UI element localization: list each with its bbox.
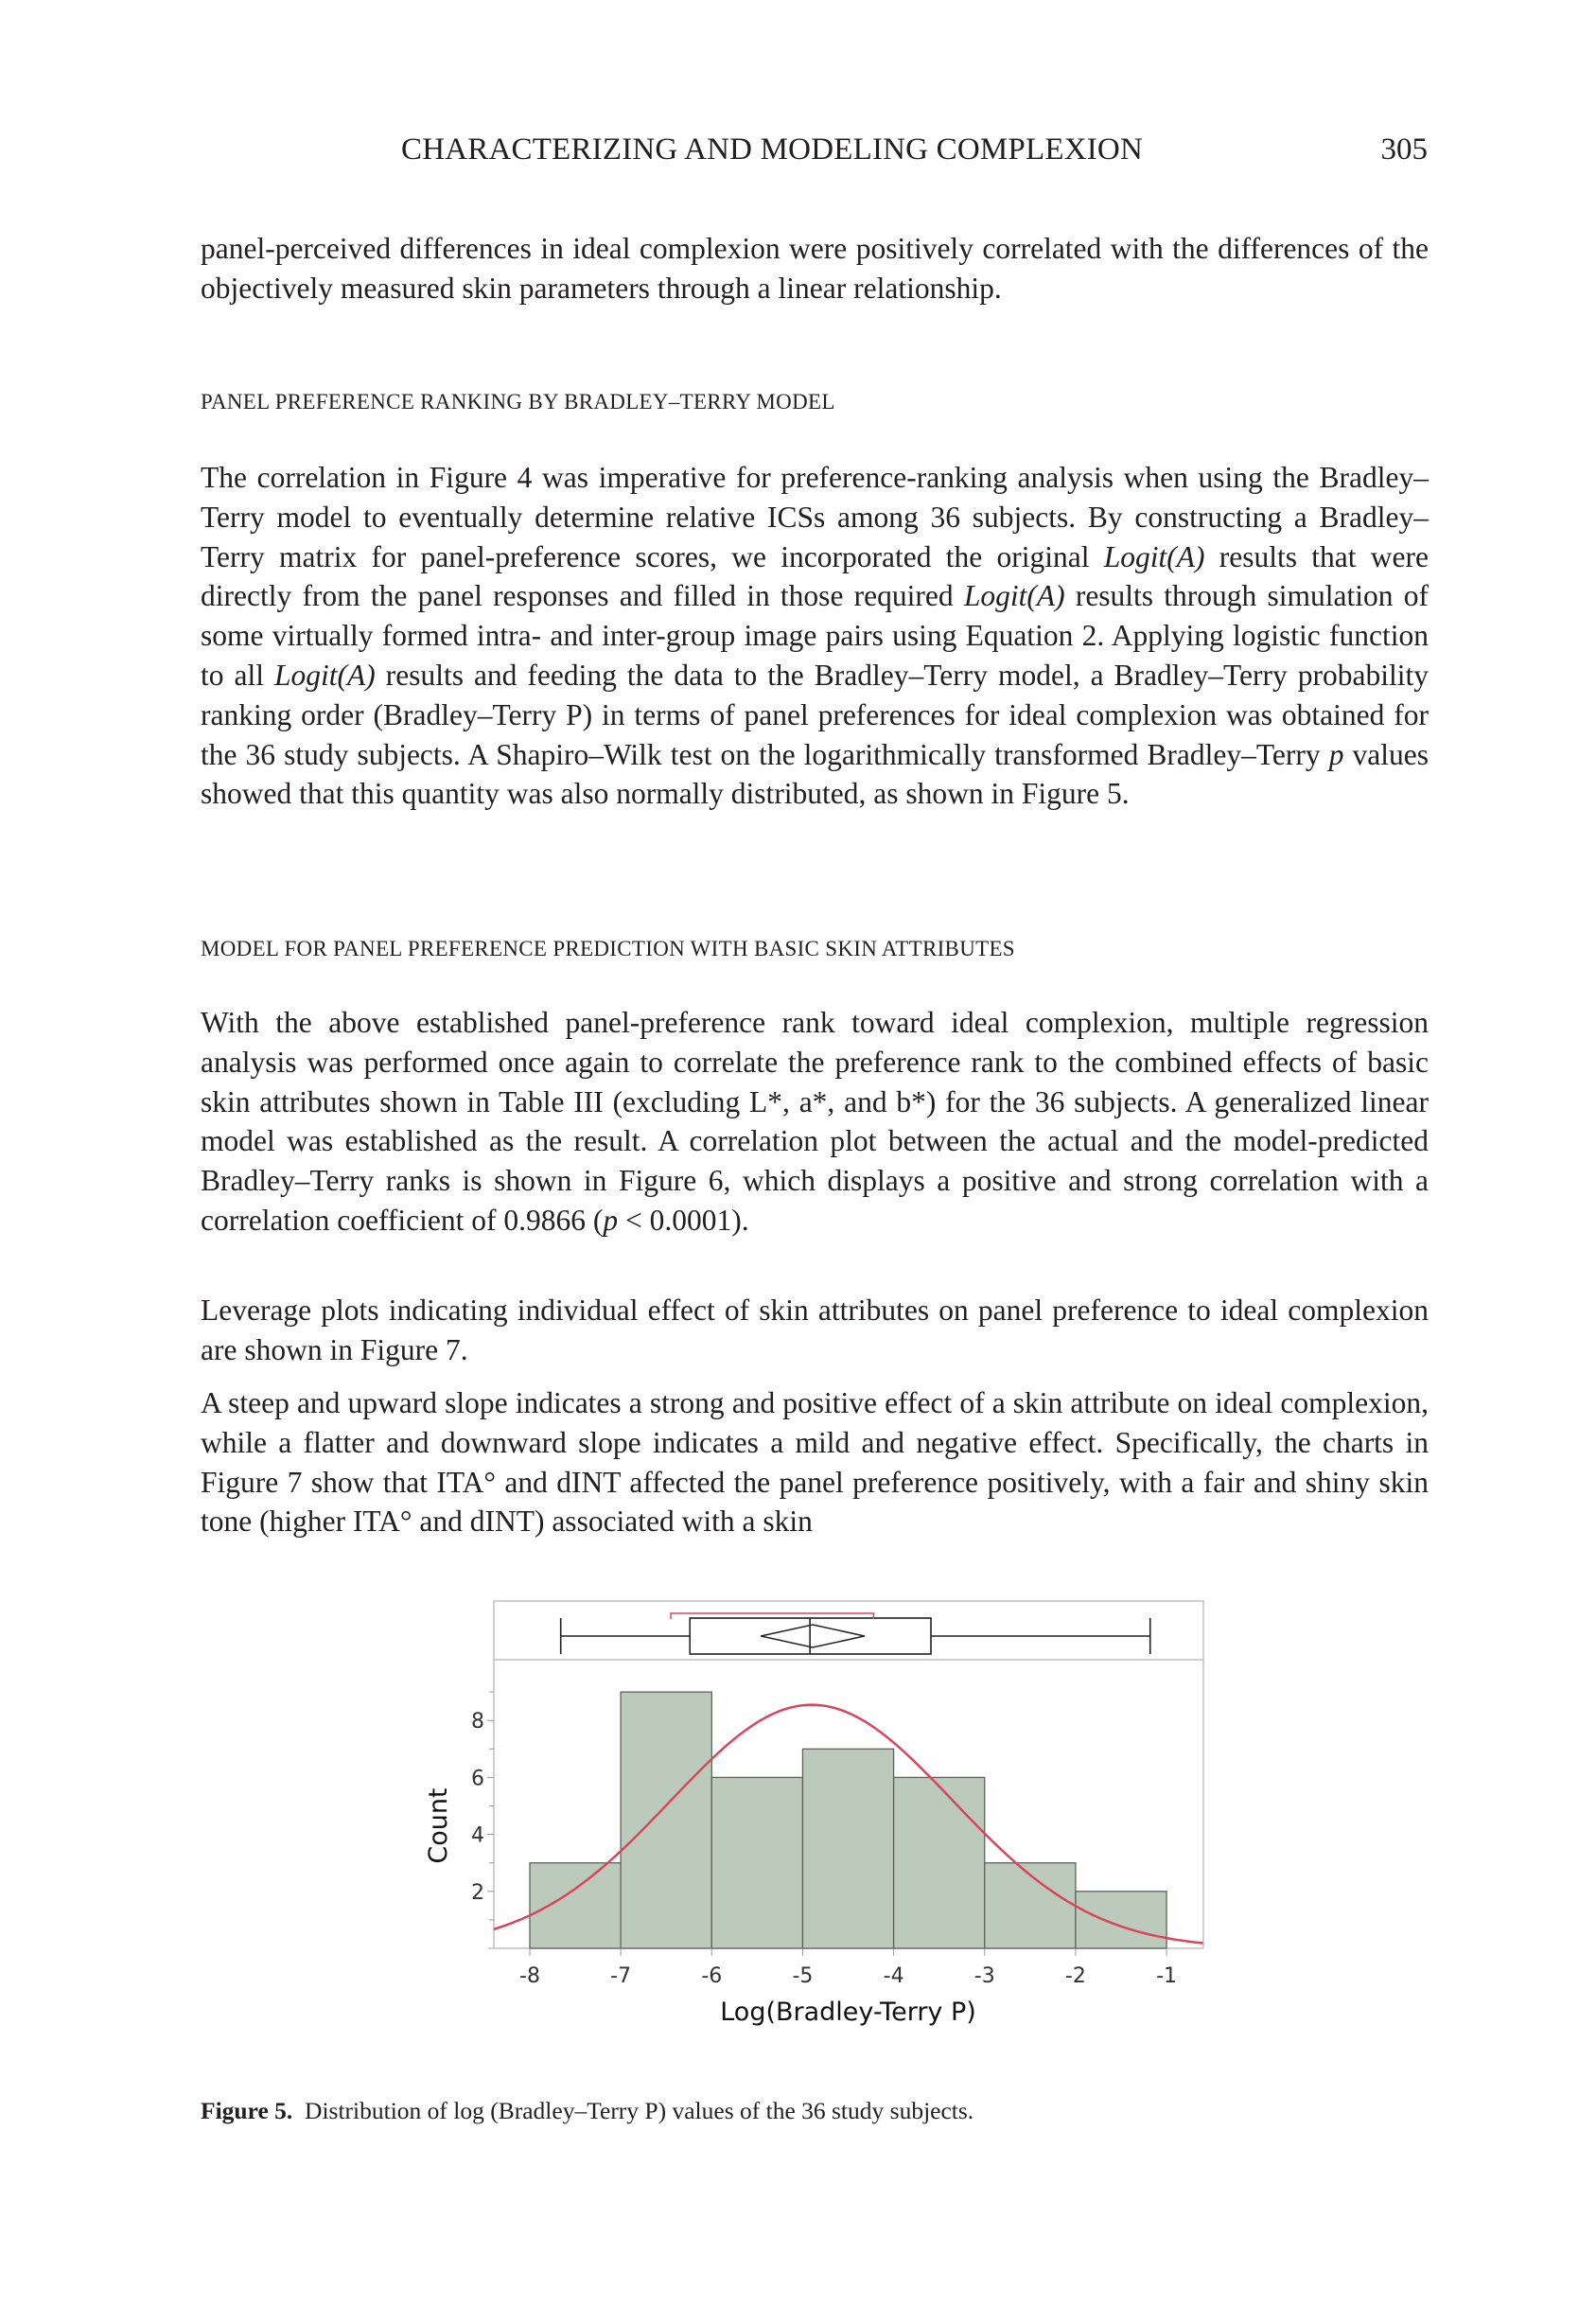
text-run: values showed that this quantity was also normally distributed, as shown in Figure 5. [201, 737, 1429, 811]
histogram-bar [530, 1863, 621, 1948]
paragraph-bradley-terry [201, 458, 1429, 814]
x-tick-label: -1 [1156, 1964, 1178, 1988]
y-axis-label: Count [424, 1787, 453, 1864]
section-heading-bradley-terry: PANEL PREFERENCE RANKING BY BRADLEY–TERRY MODEL [201, 390, 835, 414]
italic-term: Logit(A) [963, 579, 1065, 613]
x-tick-label: -4 [883, 1964, 904, 1988]
italic-term: Logit(A) [1103, 539, 1205, 573]
running-title: CHARACTERIZING AND MODELING COMPLEXION [401, 132, 1143, 167]
y-tick-label: 8 [471, 1710, 484, 1734]
y-tick-label: 4 [471, 1823, 484, 1848]
histogram-svg [397, 1590, 1249, 2063]
paragraph-continuation: panel-perceived differences in ideal complexion were positively correlated with the differences of the objectively measured skin parameters through a linear relationship. [201, 232, 1429, 305]
histogram-bar [711, 1777, 802, 1948]
page-number: 305 [1380, 132, 1428, 167]
figure-caption [201, 2097, 973, 2125]
text-run: results through simulation of some virtually formed intra- and inter-group image pairs using Equation 2. Applying logistic function to all [201, 579, 1429, 692]
italic-term: Logit(A) [273, 658, 376, 692]
histogram-bar [802, 1749, 893, 1948]
text-run: results and feeding the data to the Bradley–Terry model, a Bradley–Terry probability ranking order (Bradley–Terry P) in terms of panel preferences for ideal complexion was obtained for the 36 study subjects. A Shapiro–Wilk test on the logarithmically transformed Bradley–Terry [201, 658, 1429, 771]
x-tick-label: -8 [519, 1964, 540, 1988]
histogram-bar [1076, 1892, 1166, 1948]
text-run: < 0.0001). [618, 1203, 749, 1237]
figure-label: Figure 5. [201, 2097, 293, 2124]
paragraph-leverage: Leverage plots indicating individual effect of skin attributes on panel preference to ideal complexion are shown in Figure 7. [201, 1294, 1429, 1366]
text-run: results that were directly from the panel responses and filled in those required [201, 539, 1429, 613]
figure-5-chart [397, 1590, 1249, 2063]
text-run: With the above established panel-preference rank toward ideal complexion, multiple regression analysis was performed once again to correlate the preference rank to the combined effects of basic skin attributes shown in Table III (excluding L*, a*, and b*) for the 36 subjects. A generalized linear model was established as the result. A correlation plot between the actual and the model-predicted Bradley–Terry ranks is shown in Figure 6, which displays a positive and strong correlation with a correlation coefficient of 0.9866 ( [201, 1006, 1429, 1237]
italic-term: p [1328, 737, 1344, 771]
y-tick-label: 6 [471, 1767, 484, 1791]
text-run: The correlation in Figure 4 was imperative for preference-ranking analysis when using the Bradley–Terry model to eventually determine relative ICSs among 36 subjects. By constructing a Bradley–Terry matrix for panel-preference scores, we incorporated the original [201, 461, 1429, 573]
italic-term: p [603, 1203, 619, 1237]
x-tick-label: -7 [610, 1964, 632, 1988]
figure-caption-text: Distribution of log (Bradley–Terry P) values of the 36 study subjects. [305, 2097, 974, 2124]
paragraph-slope: A steep and upward slope indicates a strong and positive effect of a skin attribute on ideal complexion, while a flatter and downward slope indicates a mild and negative effect. Specifically, the charts in Figure 7 show that ITA° and dINT affected the panel preference positively, with a fair and shiny skin tone (higher ITA° and dINT) associated with a skin [201, 1386, 1429, 1539]
section-heading-model: MODEL FOR PANEL PREFERENCE PREDICTION WITH BASIC SKIN ATTRIBUTES [201, 937, 1015, 960]
x-tick-label: -3 [973, 1964, 995, 1988]
x-tick-label: -6 [701, 1964, 723, 1988]
x-tick-label: -5 [792, 1964, 814, 1988]
histogram-bar [894, 1777, 985, 1948]
histogram-bar [621, 1692, 711, 1948]
x-tick-label: -2 [1064, 1964, 1086, 1988]
x-axis-label: Log(Bradley-Terry P) [720, 1998, 976, 2027]
y-tick-label: 2 [471, 1880, 484, 1905]
paragraph-model [201, 1003, 1429, 1241]
